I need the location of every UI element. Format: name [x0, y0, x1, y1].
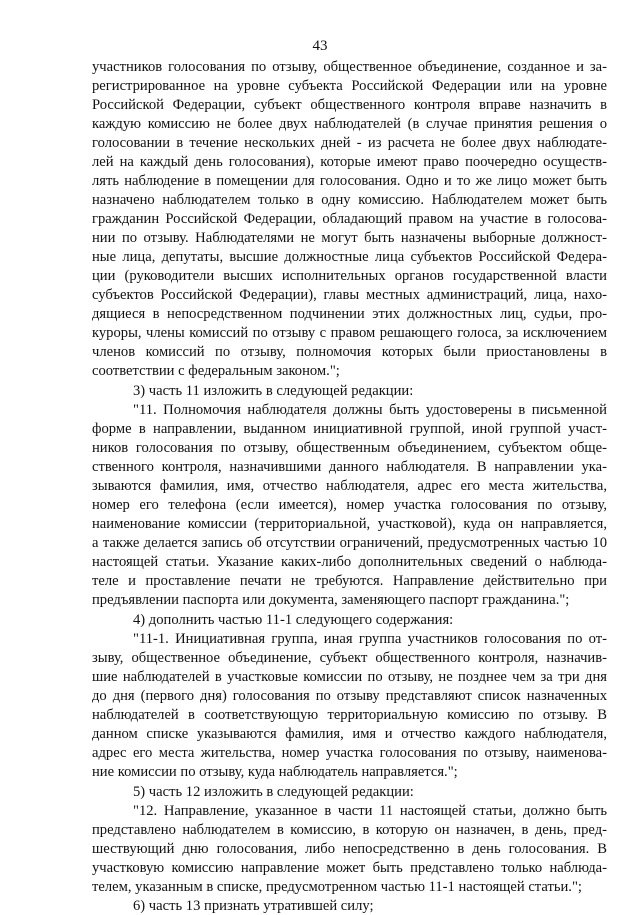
text-line: соответствии с федеральным законом.";: [92, 363, 340, 379]
text-line: ственного контроля, назначившими данного наблюдателя. В направлении ука-: [92, 459, 607, 475]
text-line: представлено наблюдателем в комиссию, в которую он назначен, в день, пред-: [92, 822, 607, 838]
text-line: "12. Направление, указанное в части 11 настоящей статьи, должно быть: [133, 803, 607, 819]
page-number: 43: [312, 38, 328, 54]
text-line: членов комиссий по отзыву, полномочия которых были приостановлены в: [92, 344, 607, 360]
text-line: ние комиссии по отзыву, куда наблюдатель направляется.";: [92, 764, 458, 780]
text-line: зыву, общественное объединение, субъект общественного контроля, назначив-: [92, 650, 607, 666]
text-line: лять наблюдение в помещении для голосования. Одно и то же лицо может быть: [92, 173, 607, 189]
text-line: данном списке указываются фамилия, имя и отчество каждого наблюдателя,: [92, 726, 607, 742]
text-line: шие наблюдателей в участковые комиссии по отзыву, не позднее чем за три дня: [92, 669, 607, 685]
text-line: 6) часть 13 признать утратившей силу;: [133, 898, 374, 914]
text-line: теле и проставление печати не требуются. Направление действительно при: [92, 573, 607, 589]
text-line: зываются фамилия, имя, отчество наблюдателя, адрес его места жительства,: [92, 478, 607, 494]
text-line: регистрированное на уровне субъекта Российской Федерации или на уровне: [92, 78, 607, 94]
text-line: участковую комиссию направление может быть представлено только наблюда-: [92, 860, 607, 876]
text-line: а также делается запись об отсутствии ограничений, предусмотренных частью 10: [92, 535, 607, 551]
text-line: субъектов Российской Федерации), главы местных администраций, лица, нахо-: [92, 287, 607, 303]
text-line: голосовании в течение нескольких дней - из расчета не более двух наблюдате-: [92, 135, 607, 151]
text-line: нии по отзыву. Наблюдателями не могут быть назначены выборные должност-: [92, 230, 607, 246]
text-line: куроры, члены комиссий по отзыву с правом решающего голоса, за исключением: [92, 325, 607, 341]
text-line: гражданин Российской Федерации, обладающий правом на участие в голосова-: [92, 211, 607, 227]
text-line: адрес его места жительства, номер участка голосования по отзыву, наименова-: [92, 745, 607, 761]
text-line: 3) часть 11 изложить в следующей редакции:: [133, 383, 414, 399]
text-line: 5) часть 12 изложить в следующей редакции:: [133, 784, 414, 800]
text-line: ные лица, депутаты, высшие должностные лица субъектов Российской Федера-: [92, 249, 607, 265]
text-line: настоящей статьи. Указание каких-либо дополнительных сведений о наблюда-: [92, 554, 607, 570]
text-line: Российской Федерации, субъект общественного контроля вправе назначить в: [92, 97, 607, 113]
text-line: до дня (первого дня) голосования по отзыву представляют список назначенных: [92, 688, 607, 704]
text-line: номер его телефона (если имеется), номер участка голосования по отзыву,: [92, 497, 607, 513]
text-line: предъявлении паспорта или документа, заменяющего паспорт гражданина.";: [92, 592, 570, 608]
text-line: ников голосования по отзыву, общественным объединением, субъектом обще-: [92, 440, 607, 456]
text-line: форме в направлении, выданном инициативной группой, иной группой участ-: [92, 421, 607, 437]
text-line: "11. Полномочия наблюдателя должны быть удостоверены в письменной: [133, 402, 607, 418]
text-line: наименование комиссии (территориальной, участковой), куда он направляется,: [92, 516, 607, 532]
text-line: телем, указанным в списке, предусмотренном частью 11-1 настоящей статьи.";: [92, 879, 582, 895]
text-line: каждую комиссию не более двух наблюдателей (в случае принятия решения о: [92, 116, 607, 132]
text-line: шествующий дню голосования, либо непосредственно в день голосования. В: [92, 841, 607, 857]
text-line: 4) дополнить частью 11-1 следующего содержания:: [133, 612, 454, 628]
text-line: назначено наблюдателем только в одну комиссию. Наблюдателем может быть: [92, 192, 607, 208]
text-line: дящиеся в непосредственном подчинении этих должностных лиц, судьи, про-: [92, 306, 607, 322]
text-line: наблюдателей в соответствующую территориальную комиссию по отзыву. В: [92, 707, 607, 723]
text-line: "11-1. Инициативная группа, иная группа участников голосования по от-: [133, 631, 607, 647]
text-line: лей на каждый день голосования), которые имеют право поочередно осуществ-: [92, 154, 607, 170]
text-line: ции (руководители высших исполнительных органов государственной власти: [92, 268, 607, 284]
text-line: участников голосования по отзыву, общественное объединение, созданное и за-: [92, 59, 607, 75]
